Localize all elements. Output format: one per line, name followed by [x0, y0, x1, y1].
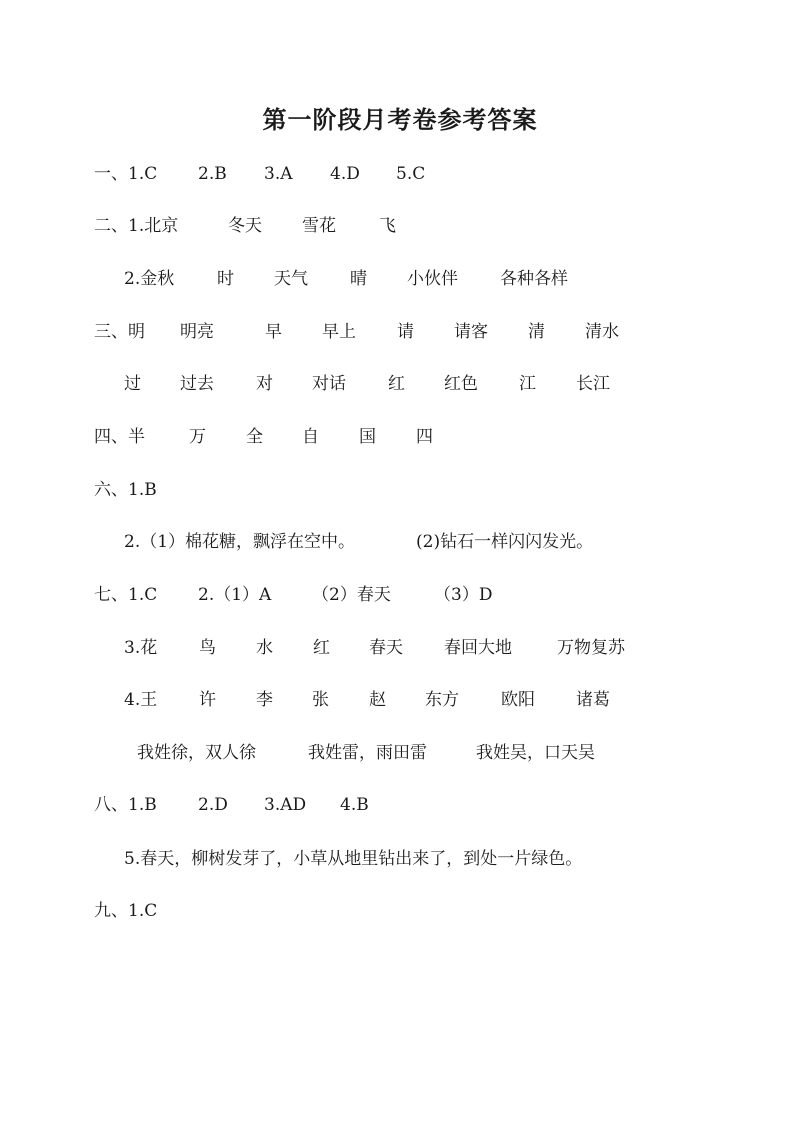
answer-segment: 4.王	[124, 690, 158, 710]
answer-segment: 万	[189, 427, 206, 447]
answer-segment: 江	[519, 374, 536, 394]
answer-segment: 时	[217, 269, 234, 289]
answer-segment: 七、1.C	[94, 585, 158, 605]
answer-segment: 我姓吴，口天吴	[476, 743, 595, 763]
answer-segment: 2.（1）棉花糖，飘浮在空中。	[124, 532, 356, 552]
answer-segment: 2.（1）A	[198, 585, 272, 605]
answer-segment: 对	[256, 374, 273, 394]
answer-segment: 4.B	[340, 795, 369, 815]
answer-segment: 三、明	[94, 322, 145, 342]
answer-segment: 过	[124, 374, 141, 394]
answer-segment: 赵	[369, 690, 386, 710]
answer-segment: 3.花	[124, 638, 158, 658]
answer-segment: 水	[256, 638, 273, 658]
answer-segment: 红色	[444, 374, 478, 394]
answer-segment: 雪花	[302, 216, 336, 236]
answer-segment: 国	[359, 427, 376, 447]
answer-segment: 3.AD	[264, 795, 307, 815]
answer-segment: 八、1.B	[94, 795, 157, 815]
answer-segment: 六、1.B	[94, 480, 157, 500]
answer-segment: 欧阳	[501, 690, 535, 710]
answer-segment: 2.B	[198, 164, 227, 184]
answer-segment: 四	[416, 427, 433, 447]
answer-segment: 请	[397, 322, 414, 342]
answer-segment: 东方	[425, 690, 459, 710]
answer-segment: 二、1.北京	[94, 216, 179, 236]
answer-segment: 对话	[312, 374, 346, 394]
answer-segment: 5.C	[396, 164, 426, 184]
page-title: 第一阶段月考卷参考答案	[262, 106, 538, 134]
answer-segment: 2.金秋	[124, 269, 175, 289]
answer-segment: 清水	[585, 322, 619, 342]
answer-segment: （2）春天	[312, 585, 391, 605]
answer-segment: 鸟	[199, 638, 216, 658]
answer-segment: 我姓徐，双人徐	[137, 743, 256, 763]
answer-segment: 小伙伴	[407, 269, 458, 289]
answer-segment: 红	[388, 374, 405, 394]
answer-segment: 请客	[454, 322, 488, 342]
answer-segment: 4.D	[330, 164, 360, 184]
answer-segment: 2.D	[198, 795, 228, 815]
answer-segment: 冬天	[228, 216, 262, 236]
answer-segment: 晴	[350, 269, 367, 289]
answer-segment: 李	[256, 690, 273, 710]
answer-segment: 长江	[576, 374, 610, 394]
answer-segment: 天气	[274, 269, 308, 289]
answer-segment: 我姓雷，雨田雷	[308, 743, 427, 763]
answer-segment: 春回大地	[444, 638, 512, 658]
answer-segment: 全	[246, 427, 263, 447]
answer-segment: 一、1.C	[94, 164, 158, 184]
answer-segment: （3）D	[434, 585, 493, 605]
answer-segment: 飞	[379, 216, 396, 236]
answer-segment: 各种各样	[500, 269, 568, 289]
answer-segment: 清	[528, 322, 545, 342]
answer-segment: 3.A	[264, 164, 293, 184]
answer-segment: 四、半	[94, 427, 145, 447]
answer-segment: 明亮	[180, 322, 214, 342]
answer-segment: (2)钻石一样闪闪发光。	[416, 532, 594, 552]
answer-segment: 早	[265, 322, 282, 342]
answer-segment: 红	[313, 638, 330, 658]
answer-segment: 5.春天，柳树发芽了，小草从地里钻出来了，到处一片绿色。	[124, 849, 583, 869]
answer-segment: 春天	[369, 638, 403, 658]
answer-segment: 过去	[180, 374, 214, 394]
answer-segment: 自	[302, 427, 319, 447]
answer-segment: 诸葛	[576, 690, 610, 710]
answer-segment: 许	[199, 690, 216, 710]
answer-segment: 九、1.C	[94, 901, 158, 921]
answer-segment: 万物复苏	[557, 638, 625, 658]
answer-segment: 张	[312, 690, 329, 710]
answer-segment: 早上	[322, 322, 356, 342]
